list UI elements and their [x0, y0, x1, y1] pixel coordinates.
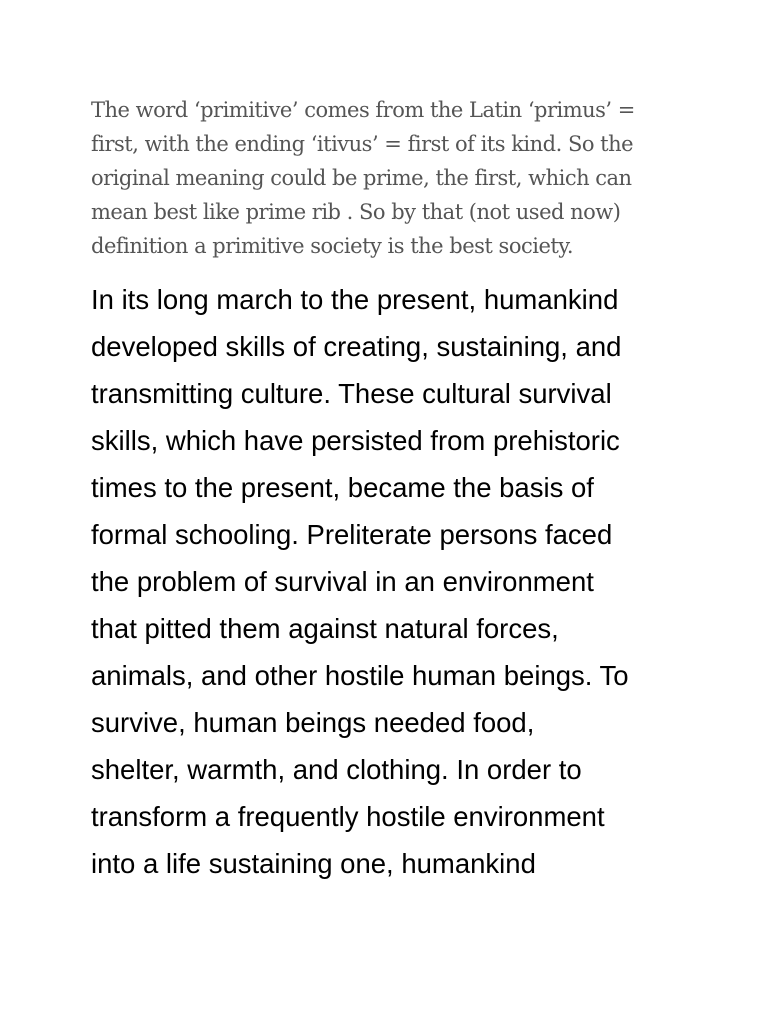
passage-line: developed skills of creating, sustaining, and [91, 331, 622, 362]
passage-line: formal schooling. Preliterate persons faced [91, 519, 613, 550]
passage-line: into a life sustaining one, humankind [91, 848, 536, 879]
passage-line: that pitted them against natural forces, [91, 613, 559, 644]
etymology-note [91, 93, 691, 263]
note-line: The word ‘primitive’ comes from the Latin ‘primus’ = [91, 98, 635, 122]
passage-line: times to the present, became the basis of [91, 472, 594, 503]
main-passage [91, 276, 751, 887]
passage-line: animals, and other hostile human beings. To [91, 660, 629, 691]
passage-line: the problem of survival in an environment [91, 566, 594, 597]
passage-line: survive, human beings needed food, [91, 707, 535, 738]
passage-line: transform a frequently hostile environment [91, 801, 605, 832]
passage-line: shelter, warmth, and clothing. In order to [91, 754, 582, 785]
note-line: definition a primitive society is the best society. [91, 234, 574, 258]
note-line: mean best like prime rib . So by that (not used now) [91, 200, 621, 224]
passage-line: In its long march to the present, humankind [91, 284, 619, 315]
passage-line: skills, which have persisted from prehistoric [91, 425, 620, 456]
passage-line: transmitting culture. These cultural survival [91, 378, 612, 409]
note-line: original meaning could be prime, the first, which can [91, 166, 632, 190]
note-line: first, with the ending ‘itivus’ = first of its kind. So the [91, 132, 634, 156]
